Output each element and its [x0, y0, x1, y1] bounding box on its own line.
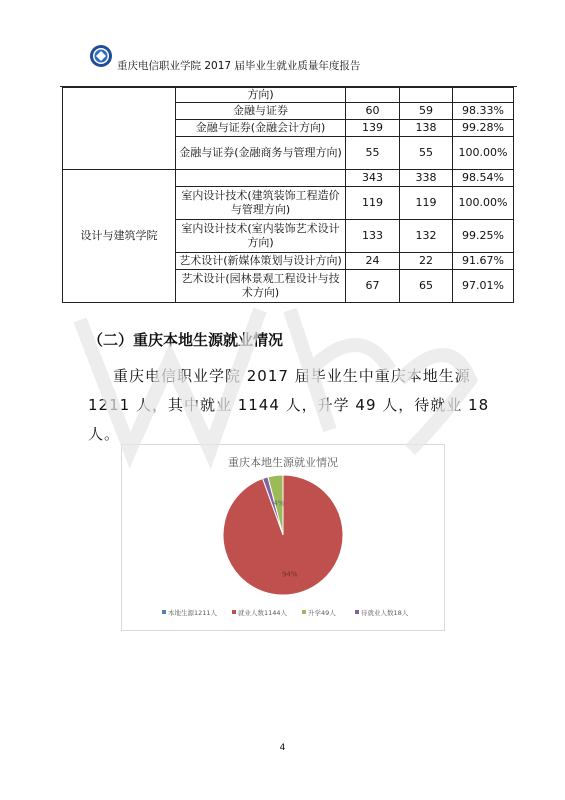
total-cell: 119 [346, 187, 400, 220]
major-cell: 艺术设计(新媒体策划与设计方向) [176, 253, 346, 270]
table-row [63, 170, 514, 187]
major-cell: 金融与证券 [176, 103, 346, 120]
rate-cell: 100.00% [453, 137, 514, 170]
rate-cell: 98.54% [453, 170, 514, 187]
major-cell: 室内设计技术(室内装饰艺术设计方向) [176, 220, 346, 253]
chart-legend [162, 608, 409, 617]
rate-cell: 91.67% [453, 253, 514, 270]
rate-cell: 99.28% [453, 120, 514, 137]
chart-title: 重庆本地生源就业情况 [228, 456, 338, 469]
employed-cell: 22 [400, 253, 453, 270]
total-cell: 60 [346, 103, 400, 120]
college-cell: 设计与建筑学院 [63, 170, 176, 303]
table-row [63, 88, 514, 103]
employed-cell: 119 [400, 187, 453, 220]
college-logo-icon [89, 44, 113, 68]
legend-swatch [355, 610, 359, 614]
employed-cell [400, 88, 453, 103]
rate-cell: 100.00% [453, 187, 514, 220]
pie-data-label: 4% [273, 499, 285, 508]
major-cell: 室内设计技术(建筑装饰工程造价与管理方向) [176, 187, 346, 220]
legend-swatch [232, 610, 236, 614]
pie-chart-svg [122, 445, 444, 630]
employed-cell: 65 [400, 270, 453, 303]
pie-chart [121, 444, 445, 631]
section-paragraph: 重庆电信职业学院 2017 届毕业生中重庆本地生源 1211 人，其中就业 1144 人，升学 49 人，待就业 18 人。 [88, 367, 490, 443]
rate-cell: 99.25% [453, 220, 514, 253]
college-cell [63, 88, 176, 170]
major-cell: 方向) [176, 88, 346, 103]
legend-entry: 待就业人数18人 [361, 609, 409, 617]
total-cell [346, 88, 400, 103]
legend-entry: 就业人数1144人 [238, 609, 288, 617]
page-number: 4 [279, 743, 286, 753]
legend-entry: 本地生源1211人 [168, 609, 218, 617]
employment-table [62, 87, 514, 303]
major-cell: 金融与证券(金融商务与管理方向) [176, 137, 346, 170]
legend-swatch [162, 610, 166, 614]
total-cell: 343 [346, 170, 400, 187]
employed-cell: 55 [400, 137, 453, 170]
rate-cell: 97.01% [453, 270, 514, 303]
rate-cell [453, 88, 514, 103]
rate-cell: 98.33% [453, 103, 514, 120]
section-heading: （二）重庆本地生源就业情况 [88, 331, 284, 349]
employed-cell: 132 [400, 220, 453, 253]
pie-data-label: 94% [281, 570, 298, 579]
report-header-title: 重庆电信职业学院 2017 届毕业生就业质量年度报告 [117, 60, 361, 72]
total-cell: 67 [346, 270, 400, 303]
employed-cell: 59 [400, 103, 453, 120]
major-cell: 艺术设计(园林景观工程设计与技术方向) [176, 270, 346, 303]
legend-entry: 升学49人 [308, 609, 336, 617]
major-cell: 金融与证券(金融会计方向) [176, 120, 346, 137]
employed-cell: 338 [400, 170, 453, 187]
major-cell [176, 170, 346, 187]
legend-swatch [302, 610, 306, 614]
employed-cell: 138 [400, 120, 453, 137]
total-cell: 55 [346, 137, 400, 170]
page-header [0, 38, 565, 78]
total-cell: 24 [346, 253, 400, 270]
total-cell: 133 [346, 220, 400, 253]
total-cell: 139 [346, 120, 400, 137]
